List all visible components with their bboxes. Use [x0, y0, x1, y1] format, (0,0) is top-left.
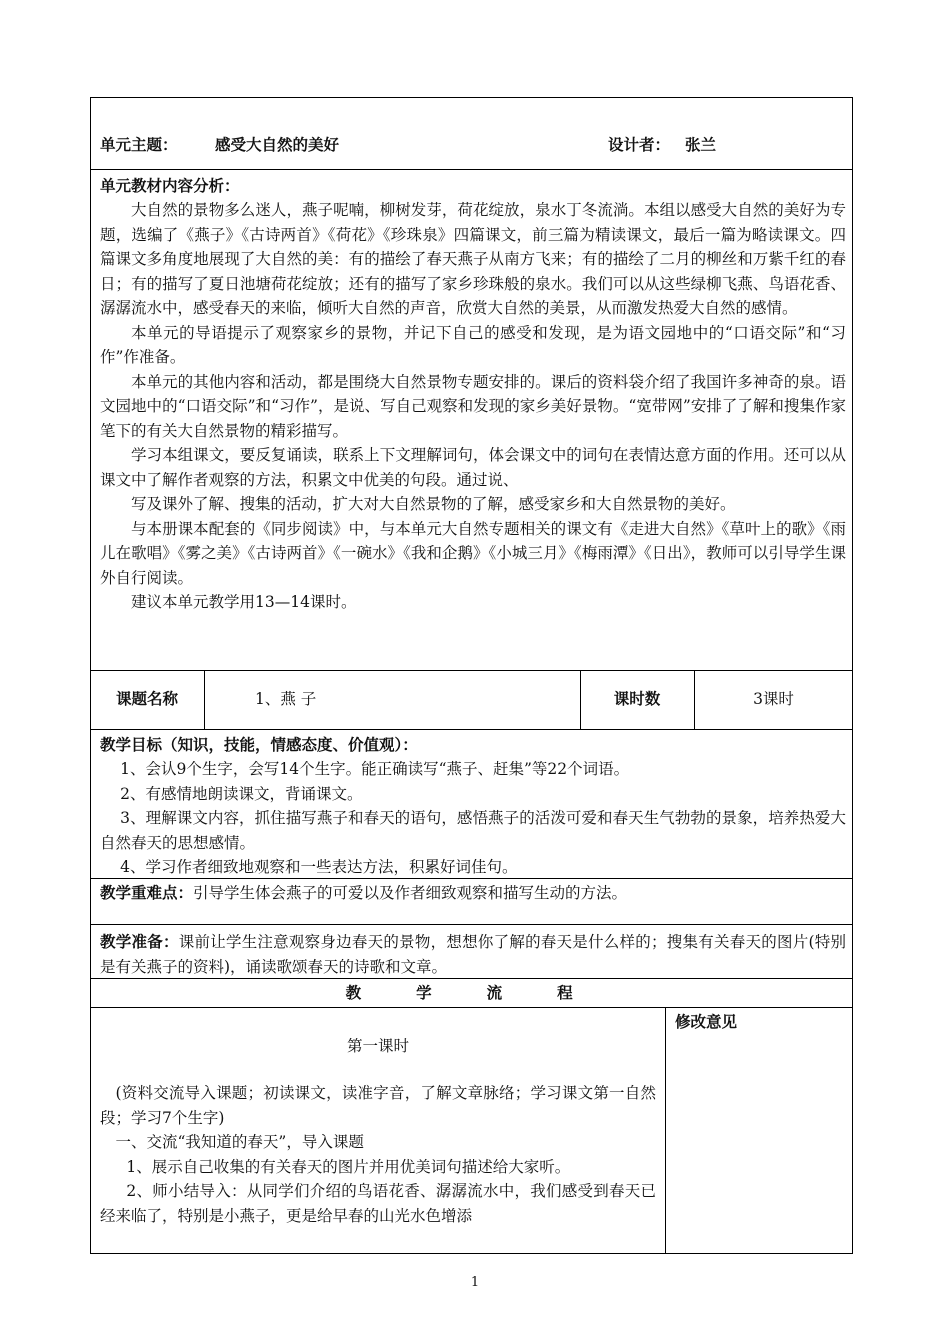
unit-theme-value: 感受大自然的美好: [215, 136, 340, 154]
session-summary: (资料交流导入课题；初读课文，读准字音，了解文章脉络；学习课文第一自然段；学习7个生字): [100, 1084, 656, 1127]
flow-step: 一、交流“我知道的春天”，导入课题: [115, 1133, 364, 1151]
objective-item: 4、学习作者细致地观察和一些表达方法，积累好词佳句。: [120, 858, 518, 876]
flow-substep: 2、师小结导入：从同学们介绍的鸟语花香、潺潺流水中，我们感受到春天已经来临了，特别是小燕子，更是给早春的山光水色增添: [100, 1182, 656, 1225]
session-title: 第一课时: [346, 1037, 409, 1055]
analysis-paragraph: 学习本组课文，要反复诵读，联系上下文理解词句，体会课文中的词句在表情达意方面的作用。还可以从课文中了解作者观察的方法，积累文中优美的句段。通过说、: [100, 446, 846, 489]
preparation-label: 教学准备：: [100, 933, 179, 951]
revision-label: 修改意见: [675, 1013, 738, 1031]
lesson-hours-value: 3课时: [753, 690, 794, 708]
analysis-paragraph: 本单元的其他内容和活动，都是围绕大自然景物专题安排的。课后的资料袋介绍了我国许多神奇的泉。语文园地中的“口语交际”和“习作”，是说、写自己观察和发现的家乡美好景物。“宽带网”安排了了解和搜集作家笔下的有关大自然景物的精彩描写。: [100, 372, 846, 440]
page-number: 1: [470, 1275, 480, 1290]
unit-theme-label: 单元主题：: [100, 136, 178, 154]
flow-body: [100, 1081, 656, 1228]
analysis-heading: 单元教材内容分析：: [100, 177, 240, 195]
row-divider: [90, 1007, 853, 1008]
row-divider: [90, 169, 853, 170]
flow-substep: 1、展示自己收集的有关春天的图片并用优美词句描述给大家听。: [126, 1157, 571, 1176]
analysis-paragraph: 大自然的景物多么迷人，燕子呢喃，柳树发芽，荷花绽放，泉水丁冬流淌。本组以感受大自然的美好为专题，选编了《燕子》《古诗两首》《荷花》《珍珠泉》四篇课文，前三篇为精读课文，最后一篇为略读课文。四篇课文多角度地展现了大自然的美：有的描绘了春天燕子从南方飞来；有的描绘了二月的柳丝和万紫千红的春日；有的描写了夏日池塘荷花绽放；还有的描写了家乡珍珠般的泉水。我们可以从这些绿柳飞燕、鸟语花香、潺潺流水中，感受春天的来临，倾听大自然的声音，欣赏大自然的美景，从而激发热爱大自然的感情。: [100, 201, 846, 317]
lesson-name-value: 1、燕 子: [255, 690, 317, 708]
row-divider: [90, 924, 853, 925]
cell-divider: [204, 670, 205, 729]
analysis-paragraph: 与本册课本配套的《同步阅读》中，与本单元大自然专题相关的课文有《走进大自然》《草叶上的歌》《雨儿在歌唱》《雾之美》《古诗两首》《一碗水》《我和企鹅》《小城三月》《梅雨潭》《日出》，教师可以引导学生课外自行阅读。: [100, 519, 846, 587]
analysis-body: [100, 198, 846, 615]
analysis-paragraph: 写及课外了解、搜集的活动，扩大对大自然景物的了解，感受家乡和大自然景物的美好。: [131, 495, 736, 513]
lesson-hours-label: 课时数: [613, 690, 661, 708]
key-points: [100, 881, 846, 906]
objective-item: 3、理解课文内容，抓住描写燕子和春天的语句，感悟燕子的活泼可爱和春天生气勃勃的景象，培养热爱大自然春天的思想感情。: [100, 809, 846, 852]
row-divider: [90, 729, 853, 730]
objectives-list: [100, 757, 846, 880]
objective-item: 2、有感情地朗读课文，背诵课文。: [120, 784, 363, 803]
cell-divider: [665, 1007, 666, 1254]
analysis-paragraph: 建议本单元教学用13—14课时。: [131, 593, 357, 611]
key-points-label: 教学重难点：: [100, 884, 194, 902]
designer-label: 设计者：: [608, 136, 671, 154]
lesson-name-label: 课题名称: [115, 690, 178, 708]
key-points-text: 引导学生体会燕子的可爱以及作者细致观察和描写生动的方法。: [193, 884, 628, 902]
preparation-text: 课前让学生注意观察身边春天的景物，想想你了解的春天是什么样的；搜集有关春天的图片(特别是有关燕子的资料)，诵读歌颂春天的诗歌和文章。: [100, 933, 846, 976]
preparation: [100, 930, 846, 979]
analysis-paragraph: 本单元的导语提示了观察家乡的景物，并记下自己的感受和发现，是为语文园地中的“口语交际”和“习作”作准备。: [100, 323, 846, 366]
objective-item: 1、会认9个生字，会写14个生字。能正确读写“燕子、赶集”等22个词语。: [120, 760, 630, 778]
flow-heading: 教 学 流 程: [345, 984, 598, 1002]
designer-value: 张兰: [685, 136, 717, 154]
objectives-heading: 教学目标（知识，技能，情感态度、价值观）：: [100, 736, 418, 754]
